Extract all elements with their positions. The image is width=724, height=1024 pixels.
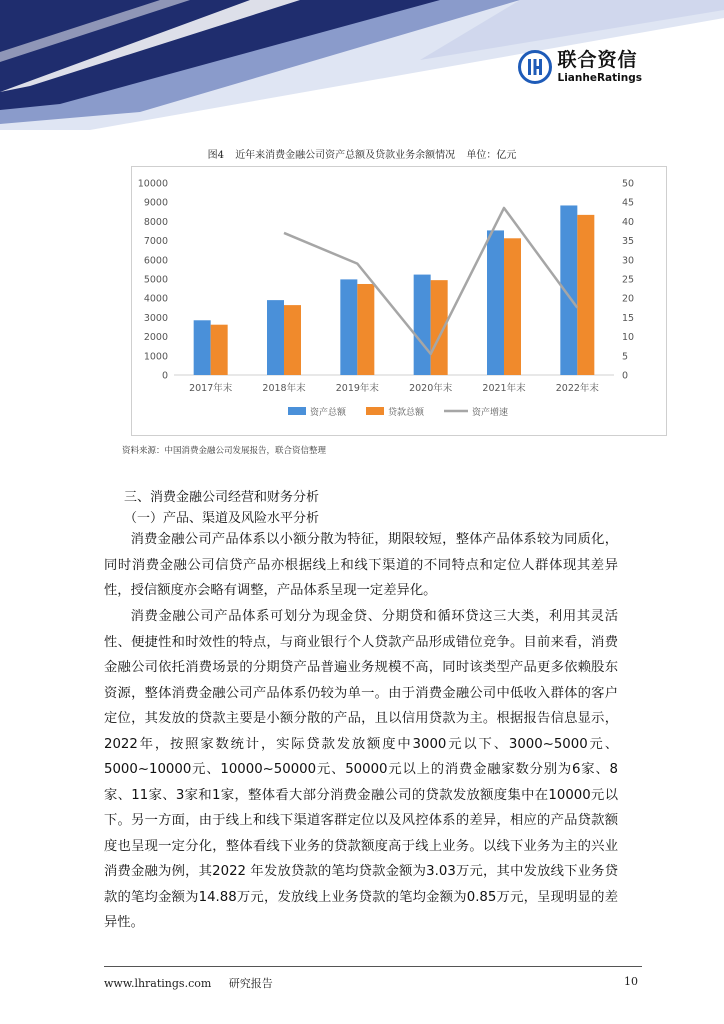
footer-doc-type: 研究报告 (228, 977, 273, 990)
x-tick-label: 2019年末 (335, 383, 379, 394)
y-tick-label: 8000 (143, 216, 168, 228)
legend-swatch (288, 407, 306, 415)
y-tick-label: 7000 (143, 236, 168, 248)
bar-assets (414, 275, 431, 375)
bar-loans (211, 325, 228, 375)
bar-assets (487, 230, 504, 375)
x-tick-label: 2021年末 (482, 383, 526, 394)
y2-tick-label: 5 (622, 351, 629, 363)
y-tick-label: 6000 (143, 255, 168, 267)
section-subtitle: （一）产品、渠道及风险水平分析 (124, 511, 320, 526)
bar-assets (340, 279, 357, 375)
x-tick-label: 2022年末 (555, 383, 599, 394)
y2-tick-label: 50 (622, 178, 635, 190)
y-tick-label: 1000 (143, 351, 168, 363)
bar-loans (577, 215, 594, 375)
y2-tick-label: 40 (622, 216, 635, 228)
figure-unit: 单位：亿元 (466, 150, 517, 161)
combo-bar-line-chart (132, 167, 666, 435)
source-note: 资料来源：中国消费金融公司发展报告，联合资信整理 (122, 446, 327, 456)
chart-container (131, 166, 667, 436)
bar-loans (357, 284, 374, 375)
legend-swatch (366, 407, 384, 415)
section-title: 三、消费金融公司经营和财务分析 (124, 490, 320, 505)
footer-divider (104, 966, 642, 967)
bar-assets (267, 300, 284, 375)
y-tick-label: 4000 (143, 293, 168, 305)
y-tick-label: 9000 (143, 197, 168, 209)
y2-tick-label: 35 (622, 236, 635, 248)
footer-website-link[interactable]: www.lhratings.com (104, 977, 212, 990)
bar-assets (194, 320, 211, 375)
paragraph-2: 消费金融公司产品体系可划分为现金贷、分期贷和循环贷这三大类，利用其灵活性、便捷性和时效性的特点，与商业银行个人贷款产品形成错位竞争。目前来看，消费金融公司依托消费场景的分期贷产品普遍业务规模不高，同时该类型产品更多依赖股东资源，整体消费金融公司产品体系仍较为单一。由于消费金融公司中低收入群体的客户定位，其发放的贷款主要是小额分散的产品，且以信用贷款为主。根据报告信息显示，2022年，按照家数统计，实际贷款发放额度中3000元以下、3000~5000元、5000~10000元、10000~50000元、50000元以上的消费金融家数分别为6家、8家、11家、3家和1家，整体看大部分消费金融公司的贷款发放额度集中在10000元以下。另一方面，由于线上和线下渠道客群定位以及风控体系的差异，相应的产品贷款额度也呈现一定分化，整体看线下业务的贷款额度高于线上业务。以线下业务为主的兴业消费金融为例，其2022 年发放贷款的笔均贷款金额为3.03万元，其中发放线下业务贷款的笔均金额为14.88万元，发放线上业务贷款的笔均金额为0.85万元，呈现明显的差异性。 (104, 609, 618, 930)
y2-tick-label: 30 (622, 255, 635, 267)
y2-tick-label: 20 (622, 293, 635, 305)
company-logo (518, 50, 642, 84)
y2-tick-label: 15 (622, 312, 635, 324)
y2-tick-label: 0 (622, 370, 629, 382)
legend-label: 资产增速 (472, 408, 509, 418)
x-tick-label: 2017年末 (189, 383, 233, 394)
x-tick-label: 2020年末 (409, 383, 453, 394)
logo-english-name: LianheRatings (557, 71, 642, 84)
bar-loans (284, 305, 301, 375)
logo-chinese-name: 联合资信 (557, 48, 638, 71)
figure-label: 图4 (207, 150, 224, 161)
y-tick-label: 10000 (137, 178, 168, 190)
footer-left (104, 975, 273, 991)
figure-caption (0, 146, 724, 161)
y2-tick-label: 10 (622, 332, 635, 344)
paragraph-1: 消费金融公司产品体系以小额分散为特征，期限较短，整体产品体系较为同质化，同时消费金融公司信贷产品亦根据线上和线下渠道的不同特点和定位人群体现其差异性，授信额度亦会略有调整，产品体系呈现一定差异化。 (104, 532, 618, 598)
y-tick-label: 0 (161, 370, 168, 382)
lianhe-logo-icon (518, 50, 552, 84)
x-tick-label: 2018年末 (262, 383, 306, 394)
page-number: 10 (624, 975, 638, 988)
y-tick-label: 3000 (143, 312, 168, 324)
bar-loans (504, 238, 521, 375)
y2-tick-label: 45 (622, 197, 635, 209)
y-tick-label: 2000 (143, 332, 168, 344)
y2-tick-label: 25 (622, 274, 635, 286)
y-tick-label: 5000 (143, 274, 168, 286)
legend-label: 贷款总额 (388, 408, 425, 418)
figure-title: 近年来消费金融公司资产总额及贷款业务余额情况 (235, 150, 456, 161)
legend-label: 资产总额 (310, 408, 347, 418)
